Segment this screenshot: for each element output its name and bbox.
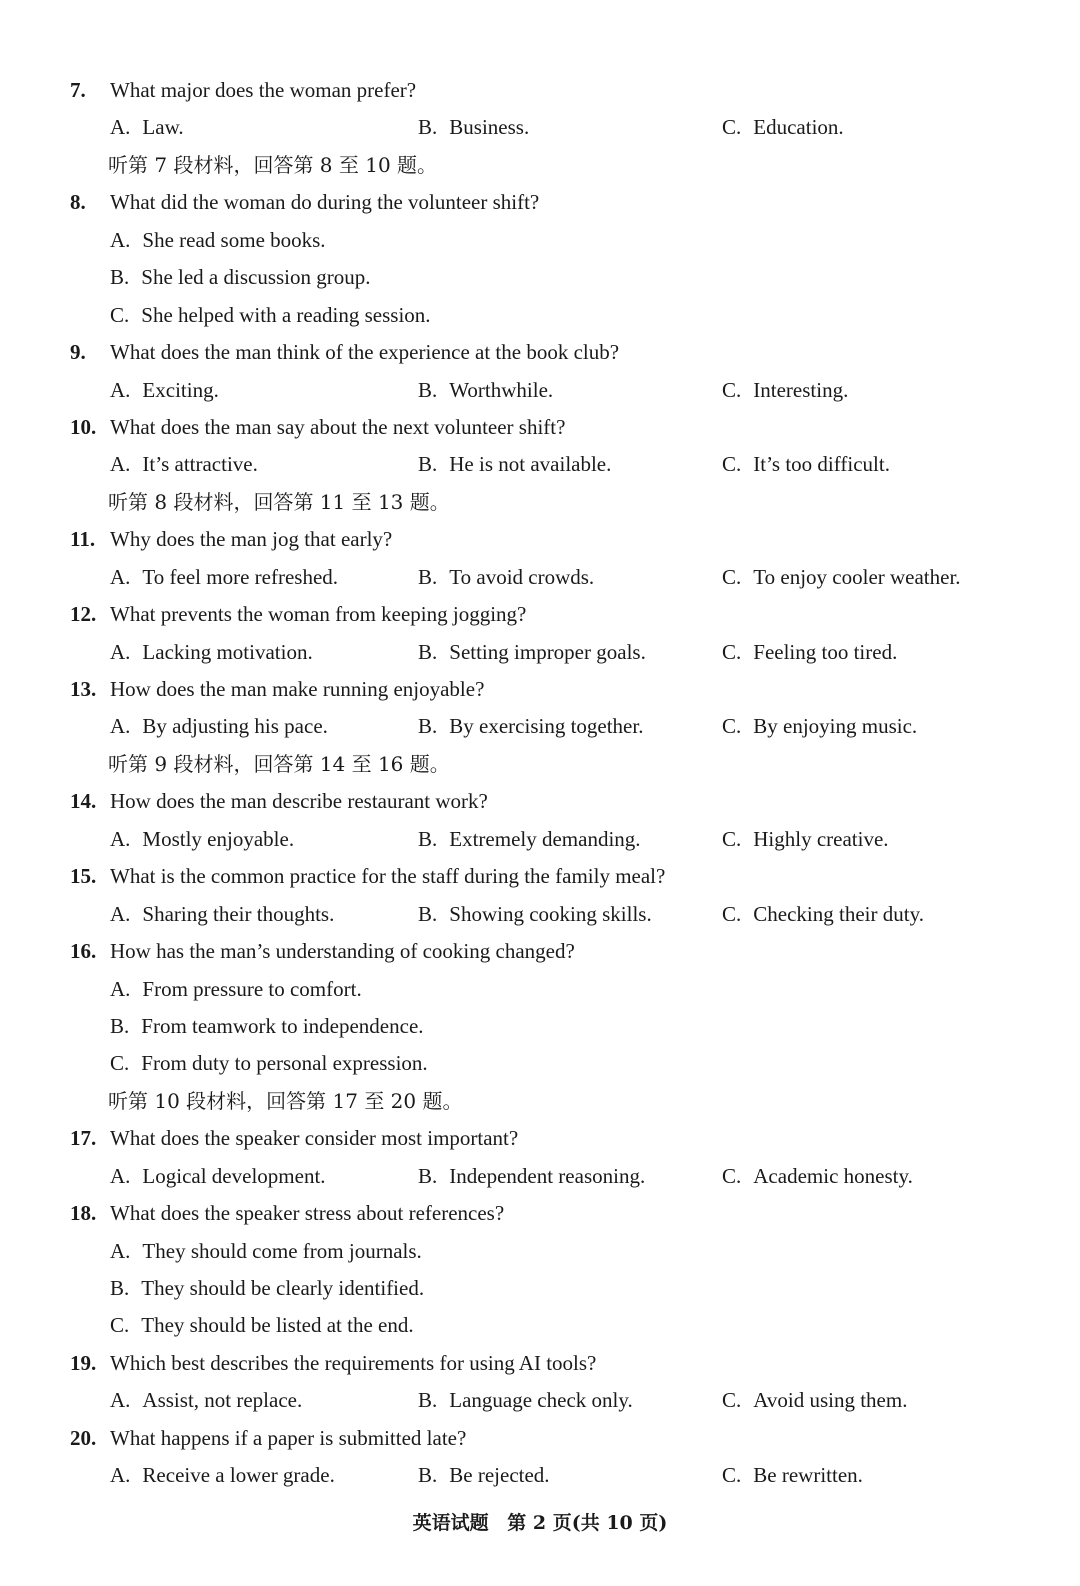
options-line: [0, 297, 1080, 334]
options-line: [0, 109, 1080, 146]
option-text: Interesting.: [753, 377, 849, 402]
question-line: [0, 1420, 1080, 1457]
option-letter: C.: [722, 639, 742, 664]
answer-option: [418, 708, 643, 745]
question-number: 11.: [70, 527, 96, 552]
question-text: What prevents the woman from keeping jogging?: [110, 602, 527, 627]
options-line: [0, 896, 1080, 933]
option-text: She helped with a reading session.: [141, 302, 431, 327]
option-letter: A.: [110, 377, 131, 402]
option-text: She read some books.: [142, 227, 326, 252]
answer-option: [722, 1382, 907, 1419]
option-text: From pressure to comfort.: [142, 976, 362, 1001]
options-line: [0, 1233, 1080, 1270]
options-line: [0, 1457, 1080, 1494]
question-line: [0, 933, 1080, 970]
options-line: [0, 259, 1080, 296]
option-text: They should come from journals.: [142, 1238, 422, 1263]
option-text: They should be clearly identified.: [141, 1276, 425, 1300]
question-number: 13.: [70, 677, 97, 701]
answer-option: [110, 896, 334, 933]
answer-option: [722, 708, 917, 745]
option-letter: B.: [110, 1276, 130, 1300]
option-letter: B.: [418, 115, 438, 140]
section-instruction: 听第 8 段材料，回答第 11 至 13 题。: [108, 489, 450, 514]
answer-option: [418, 821, 641, 858]
options-line: [0, 708, 1080, 745]
option-text: Extremely demanding.: [449, 826, 641, 851]
question-number: 9.: [70, 340, 86, 365]
option-text: Lacking motivation.: [142, 639, 313, 664]
question-text: What does the man say about the next volunteer shift?: [110, 414, 566, 439]
option-text: Be rejected.: [449, 1463, 550, 1488]
question-line: [0, 783, 1080, 820]
answer-option: [418, 1158, 645, 1195]
option-text: From teamwork to independence.: [141, 1013, 424, 1038]
option-letter: C.: [722, 1163, 742, 1188]
answer-option: [110, 372, 219, 409]
question-text: What is the common practice for the staff during the family meal?: [110, 864, 666, 889]
page-footer: [0, 1508, 1080, 1535]
option-letter: A.: [110, 115, 131, 140]
options-line: [0, 446, 1080, 483]
question-number: 10.: [70, 414, 97, 439]
section-instruction: 听第 10 段材料，回答第 17 至 20 题。: [108, 1088, 463, 1113]
footer-page-number: 第 2 页(共 10 页): [507, 1512, 668, 1534]
option-text: Logical development.: [142, 1163, 326, 1188]
option-letter: A.: [110, 976, 131, 1001]
options-line: [0, 559, 1080, 596]
question-line: [0, 1120, 1080, 1157]
footer-subject: 英语试题: [412, 1512, 489, 1534]
option-letter: C.: [722, 1463, 742, 1488]
option-letter: A.: [110, 1388, 131, 1413]
option-letter: B.: [110, 1013, 130, 1038]
option-letter: B.: [418, 564, 438, 589]
options-line: [0, 971, 1080, 1008]
option-text: Receive a lower grade.: [142, 1463, 335, 1488]
options-line: [0, 1270, 1080, 1307]
question-line: [0, 409, 1080, 446]
option-text: Be rewritten.: [753, 1463, 863, 1488]
answer-option: [110, 708, 328, 745]
question-number: 14.: [70, 789, 97, 814]
options-line: [0, 634, 1080, 671]
option-letter: C.: [110, 1051, 130, 1076]
option-letter: B.: [418, 901, 438, 926]
answer-option: [110, 821, 294, 858]
question-line: [0, 858, 1080, 895]
answer-option: [722, 372, 848, 409]
answer-option: [110, 222, 326, 259]
option-letter: C.: [722, 564, 742, 589]
answer-option: [110, 1270, 424, 1307]
question-number: 18.: [70, 1201, 97, 1226]
option-text: Worthwhile.: [449, 377, 554, 402]
question-number: 8.: [70, 190, 86, 215]
option-text: Feeling too tired.: [753, 639, 898, 664]
options-line: [0, 1158, 1080, 1195]
option-text: It’s attractive.: [142, 452, 258, 477]
answer-option: [110, 1233, 422, 1270]
option-letter: C.: [722, 901, 742, 926]
answer-option: [110, 1457, 335, 1494]
option-text: Sharing their thoughts.: [142, 901, 335, 926]
question-text: Why does the man jog that early?: [110, 527, 393, 552]
option-letter: C.: [722, 115, 742, 140]
question-text: How does the man make running enjoyable?: [110, 677, 485, 701]
question-text: What major does the woman prefer?: [110, 78, 417, 102]
option-text: Business.: [449, 115, 530, 140]
answer-option: [110, 559, 338, 596]
answer-option: [110, 1307, 414, 1344]
question-line: [0, 671, 1080, 708]
option-letter: B.: [418, 1388, 438, 1413]
question-number: 20.: [70, 1425, 97, 1450]
option-letter: C.: [722, 377, 742, 402]
option-letter: B.: [418, 1163, 438, 1188]
option-text: They should be listed at the end.: [141, 1313, 414, 1338]
question-text: How does the man describe restaurant work?: [110, 789, 488, 814]
option-letter: A.: [110, 227, 131, 252]
question-text: What does the speaker consider most important?: [110, 1126, 519, 1151]
answer-option: [722, 821, 889, 858]
question-text: What did the woman do during the volunteer shift?: [110, 190, 540, 215]
section-instruction: 听第 9 段材料，回答第 14 至 16 题。: [108, 751, 450, 776]
question-number: 15.: [70, 864, 97, 889]
question-text: What does the man think of the experience at the book club?: [110, 340, 620, 365]
answer-option: [110, 1382, 302, 1419]
answer-option: [418, 634, 646, 671]
option-letter: A.: [110, 1163, 131, 1188]
question-line: [0, 1345, 1080, 1382]
answer-option: [418, 1457, 550, 1494]
option-text: Avoid using them.: [753, 1388, 908, 1413]
option-letter: B.: [418, 714, 438, 739]
option-letter: C.: [722, 452, 742, 477]
option-letter: A.: [110, 452, 131, 477]
answer-option: [722, 896, 924, 933]
option-text: From duty to personal expression.: [141, 1051, 428, 1076]
option-text: Academic honesty.: [753, 1163, 913, 1188]
answer-option: [722, 1158, 913, 1195]
option-text: To enjoy cooler weather.: [753, 564, 961, 589]
section-instruction-line: [0, 147, 1080, 184]
option-text: He is not available.: [449, 452, 612, 477]
option-letter: C.: [110, 302, 130, 327]
question-text: How has the man’s understanding of cooking changed?: [110, 939, 575, 964]
option-letter: A.: [110, 1463, 131, 1488]
options-line: [0, 1307, 1080, 1344]
answer-option: [722, 1457, 863, 1494]
option-text: By exercising together.: [449, 714, 644, 739]
answer-option: [418, 896, 652, 933]
question-line: [0, 596, 1080, 633]
answer-option: [418, 1382, 633, 1419]
option-text: It’s too difficult.: [753, 452, 890, 477]
question-line: [0, 521, 1080, 558]
option-text: To avoid crowds.: [449, 564, 595, 589]
question-line: [0, 72, 1080, 109]
question-line: [0, 1195, 1080, 1232]
option-text: Assist, not replace.: [142, 1388, 303, 1413]
option-text: Language check only.: [449, 1388, 633, 1413]
options-line: [0, 372, 1080, 409]
answer-option: [110, 297, 431, 334]
option-text: Setting improper goals.: [449, 639, 646, 664]
answer-option: [110, 1008, 424, 1045]
option-text: Checking their duty.: [753, 901, 924, 926]
answer-option: [722, 109, 844, 146]
answer-option: [110, 446, 258, 483]
option-letter: B.: [418, 377, 438, 402]
section-instruction-line: [0, 746, 1080, 783]
option-letter: B.: [418, 1463, 438, 1488]
answer-option: [110, 109, 184, 146]
option-letter: C.: [722, 714, 742, 739]
option-letter: B.: [418, 639, 438, 664]
question-number: 17.: [70, 1126, 97, 1151]
answer-option: [418, 372, 553, 409]
option-letter: A.: [110, 826, 131, 851]
options-line: [0, 222, 1080, 259]
answer-option: [418, 109, 529, 146]
options-line: [0, 1008, 1080, 1045]
option-text: Exciting.: [142, 377, 219, 402]
option-letter: B.: [110, 265, 130, 290]
answer-option: [722, 446, 890, 483]
option-text: She led a discussion group.: [141, 265, 371, 290]
option-text: Education.: [753, 115, 844, 140]
section-instruction-line: [0, 484, 1080, 521]
option-letter: A.: [110, 901, 131, 926]
section-instruction-line: [0, 1083, 1080, 1120]
answer-option: [418, 446, 611, 483]
question-text: What does the speaker stress about references?: [110, 1201, 505, 1226]
answer-option: [110, 634, 313, 671]
answer-option: [110, 1158, 326, 1195]
question-number: 12.: [70, 602, 97, 627]
answer-option: [722, 634, 897, 671]
question-text: Which best describes the requirements for using AI tools?: [110, 1350, 597, 1375]
option-letter: C.: [722, 1388, 742, 1413]
option-text: To feel more refreshed.: [142, 564, 339, 589]
option-letter: A.: [110, 714, 131, 739]
question-number: 19.: [70, 1350, 97, 1375]
options-line: [0, 1382, 1080, 1419]
question-line: [0, 184, 1080, 221]
option-text: Mostly enjoyable.: [142, 826, 295, 851]
answer-option: [722, 559, 961, 596]
question-text: What happens if a paper is submitted late?: [110, 1425, 467, 1450]
option-letter: A.: [110, 1238, 131, 1263]
option-letter: C.: [722, 826, 742, 851]
option-letter: A.: [110, 564, 131, 589]
option-text: By adjusting his pace.: [142, 714, 328, 739]
answer-option: [110, 971, 362, 1008]
option-letter: B.: [418, 452, 438, 477]
answer-option: [110, 259, 371, 296]
section-instruction: 听第 7 段材料，回答第 8 至 10 题。: [108, 152, 438, 177]
option-text: Law.: [142, 115, 184, 140]
answer-option: [110, 1045, 428, 1082]
question-number: 7.: [70, 78, 86, 102]
option-text: Independent reasoning.: [449, 1163, 646, 1188]
question-number: 16.: [70, 939, 97, 964]
options-line: [0, 821, 1080, 858]
option-text: Showing cooking skills.: [449, 901, 652, 926]
option-letter: B.: [418, 826, 438, 851]
option-text: Highly creative.: [753, 826, 889, 851]
option-letter: C.: [110, 1313, 130, 1338]
exam-questions: [0, 72, 1080, 1495]
options-line: [0, 1045, 1080, 1082]
answer-option: [418, 559, 594, 596]
question-line: [0, 334, 1080, 371]
option-letter: A.: [110, 639, 131, 664]
option-text: By enjoying music.: [753, 714, 918, 739]
